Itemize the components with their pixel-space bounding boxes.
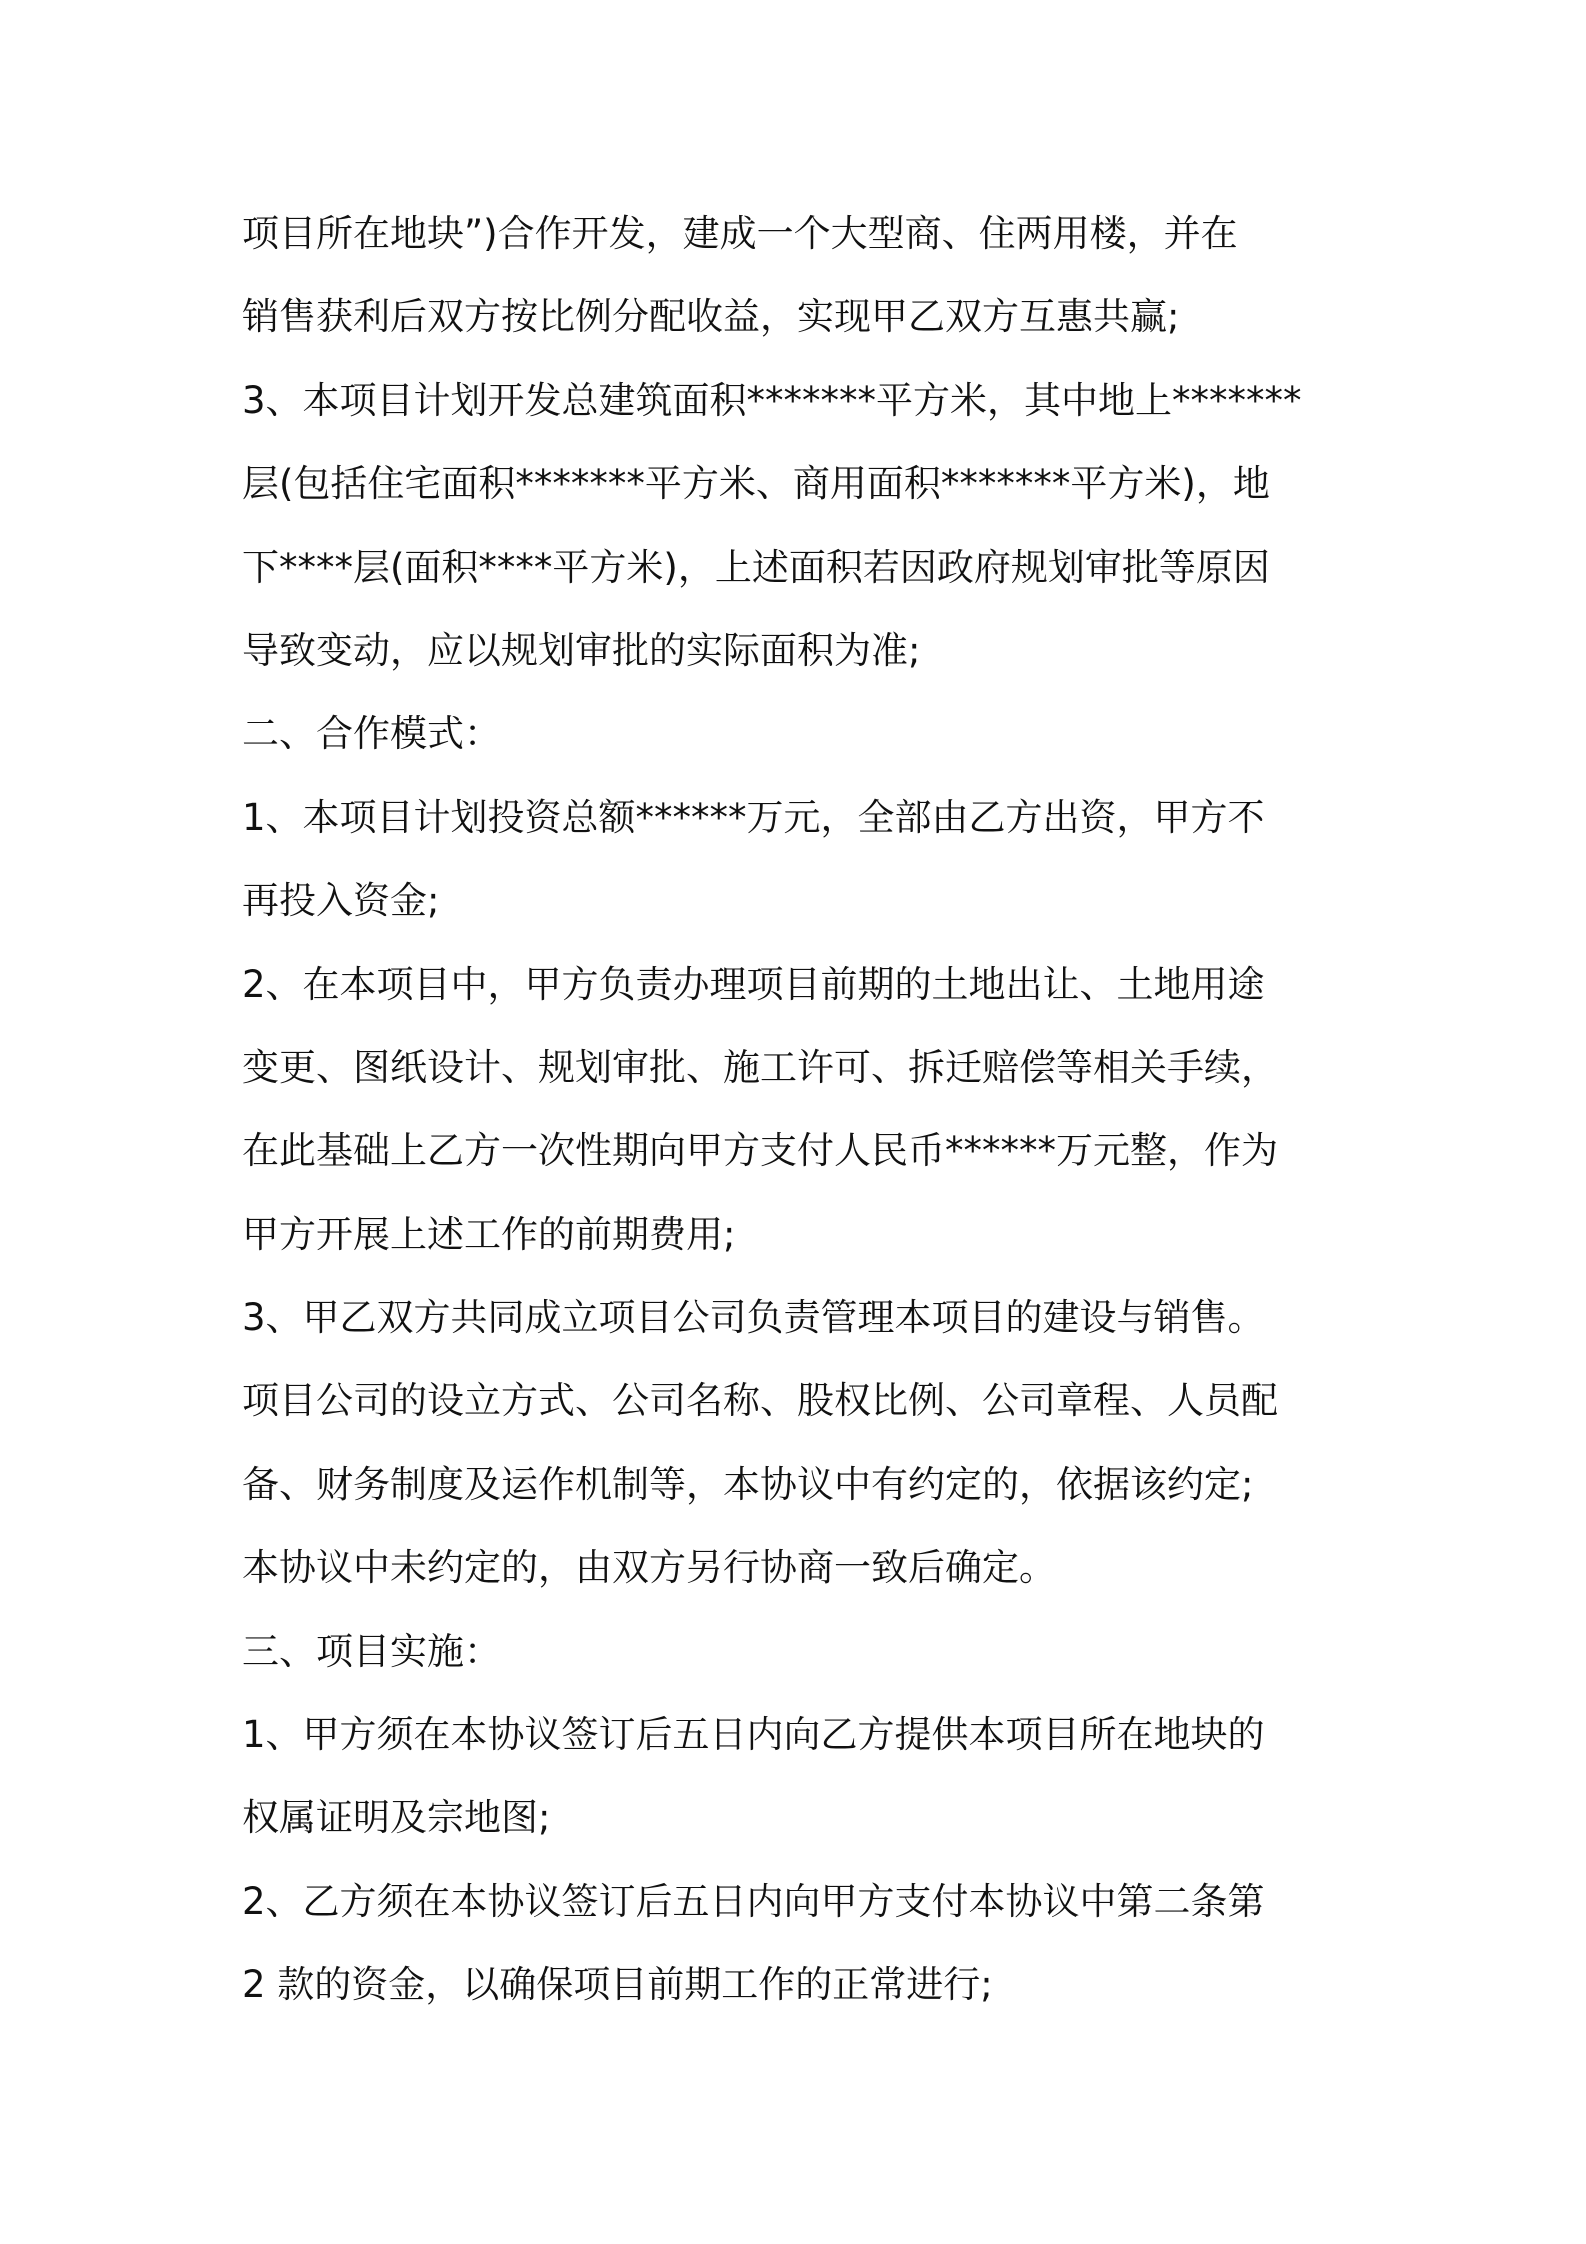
text-line: 备、财务制度及运作机制等，本协议中有约定的，依据该约定;: [242, 1462, 1254, 1506]
section-heading: 二、合作模式：: [242, 712, 501, 756]
text-line: 下****层(面积****平方米)，上述面积若因政府规划审批等原因: [242, 545, 1270, 589]
text-line: 2、乙方须在本协议签订后五日内向甲方支付本协议中第二条第: [242, 1879, 1265, 1923]
document-body: [242, 192, 1354, 2027]
text-line: 权属证明及宗地图;: [242, 1796, 551, 1840]
text-line: 再投入资金;: [242, 879, 440, 923]
text-line: 1、本项目计划投资总额******万元，全部由乙方出资，甲方不: [242, 795, 1265, 839]
text-line: 项目所在地块”)合作开发，建成一个大型商、住两用楼，并在: [242, 212, 1238, 255]
text-line: 本协议中未约定的，由双方另行协商一致后确定。: [242, 1546, 1056, 1590]
text-line: 3、甲乙双方共同成立项目公司负责管理本项目的建设与销售。: [242, 1296, 1265, 1340]
text-line: 3、本项目计划开发总建筑面积*******平方米，其中地上*******: [242, 378, 1302, 422]
text-line: 变更、图纸设计、规划审批、施工许可、拆迁赔偿等相关手续，: [242, 1045, 1278, 1089]
text-line: 甲方开展上述工作的前期费用;: [242, 1212, 736, 1256]
section-heading: 三、项目实施：: [242, 1629, 501, 1673]
text-line: 1、甲方须在本协议签订后五日内向乙方提供本项目所在地块的: [242, 1713, 1265, 1757]
text-line: 项目公司的设立方式、公司名称、股权比例、公司章程、人员配: [242, 1379, 1278, 1423]
text-line: 层(包括住宅面积*******平方米、商用面积*******平方米)，地: [242, 462, 1270, 506]
text-line: 导致变动，应以规划审批的实际面积为准;: [242, 628, 921, 672]
text-line: 2 款的资金，以确保项目前期工作的正常进行;: [242, 1963, 993, 2007]
text-line: 销售获利后双方按比例分配收益，实现甲乙双方互惠共赢;: [242, 295, 1180, 339]
text-line: 2、在本项目中，甲方负责办理项目前期的土地出让、土地用途: [242, 962, 1265, 1006]
text-line: 在此基础上乙方一次性期向甲方支付人民币******万元整，作为: [242, 1129, 1278, 1173]
